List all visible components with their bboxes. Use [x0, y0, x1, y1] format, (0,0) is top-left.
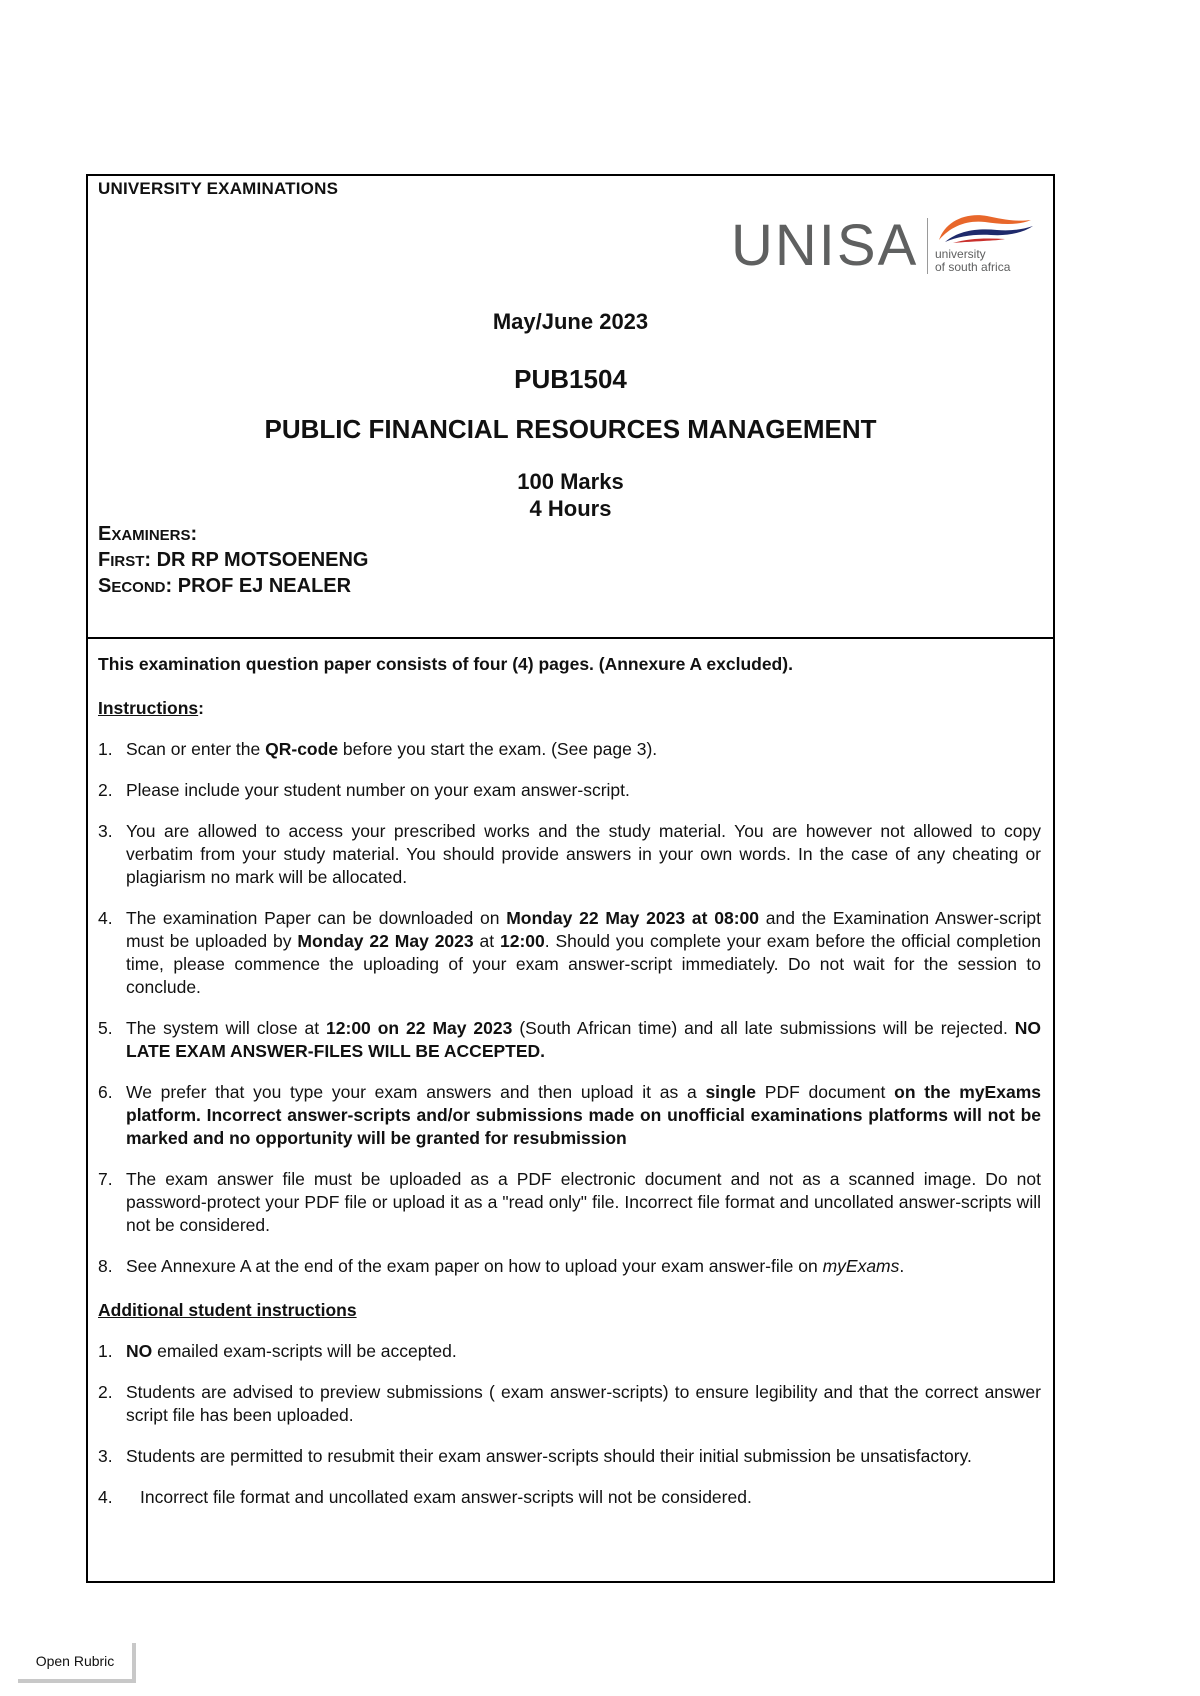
item-bold: NO LATE EXAM ANSWER-FILES WILL BE ACCEPTED.: [126, 1018, 1041, 1061]
item-text: See Annexure A at the end of the exam paper on how to upload your exam answer-file on: [126, 1256, 823, 1276]
module-title: PUBLIC FINANCIAL RESOURCES MANAGEMENT: [264, 414, 877, 444]
item-bold: Monday 22 May 2023: [297, 931, 474, 951]
item-text: Incorrect file format and uncollated exam answer-scripts will not be considered.: [140, 1487, 752, 1507]
exam-duration: 4 Hours: [529, 496, 612, 521]
logo-divider: [927, 218, 928, 274]
additional-item: [98, 1486, 1041, 1509]
item-text: Students are advised to preview submissions ( exam answer-scripts) to ensure legibility and that the correct answer script file has been uploaded.: [126, 1382, 1041, 1425]
first-label-rest: IRST: [110, 553, 145, 570]
item-number: 7.: [98, 1169, 113, 1189]
instruction-item: [98, 1168, 1041, 1237]
item-text: The system will close at: [126, 1018, 327, 1038]
examiners-label-colon: :: [190, 523, 198, 545]
item-text: We prefer that you type your exam answers and then upload it as a: [126, 1082, 706, 1102]
item-italic: myExams: [822, 1256, 900, 1276]
item-number: 1.: [98, 739, 113, 759]
additional-item: [98, 1381, 1041, 1427]
item-number: 3.: [98, 1446, 113, 1466]
item-text: (South African time) and all late submissions will be rejected.: [512, 1018, 1015, 1038]
first-examiner-name: : DR RP MOTSOENENG: [144, 549, 369, 571]
item-number: 1.: [98, 1341, 113, 1361]
item-number: 4.: [98, 908, 113, 928]
total-marks: 100 Marks: [517, 469, 624, 494]
item-text: .: [899, 1256, 905, 1276]
item-text: The exam answer file must be uploaded as a PDF electronic document and not as a scanned image. Do not password-protect your PDF file or upload it as a "read only" file. Incorrect file format and uncollated answer-scripts will not be considered.: [126, 1169, 1041, 1235]
exam-instructions-box: [86, 637, 1055, 1583]
item-number: 5.: [98, 1018, 113, 1038]
item-text: PDF document: [756, 1082, 895, 1102]
item-text: before you start the exam. (See page 3).: [338, 739, 658, 759]
instructions-heading-colon: :: [198, 698, 204, 718]
item-bold: Monday 22 May 2023 at 08:00: [506, 908, 759, 928]
logo-swoosh-icon: [935, 210, 1035, 246]
item-text: Scan or enter the: [126, 739, 266, 759]
instruction-item: [98, 738, 1041, 761]
unisa-logo: [731, 210, 1041, 282]
item-number: 2.: [98, 780, 113, 800]
instructions-content: [98, 653, 1041, 1509]
additional-instructions-heading: Additional student instructions: [98, 1300, 357, 1320]
first-examiner: [98, 549, 368, 572]
exam-cover-header: [86, 174, 1055, 639]
instructions-heading-text: Instructions: [98, 698, 199, 718]
additional-item: [98, 1445, 1041, 1468]
logo-wordmark: UNISA: [731, 213, 919, 278]
item-bold: QR-code: [265, 739, 339, 759]
item-bold: 12:00 on 22 May 2023: [326, 1018, 513, 1038]
instruction-item: [98, 779, 1041, 802]
instruction-item: [98, 820, 1041, 889]
item-number: 6.: [98, 1082, 113, 1102]
logo-tagline-line1: university: [935, 247, 986, 261]
page-count-statement: This examination question paper consists of four (4) pages. (Annexure A excluded).: [98, 654, 793, 674]
examiners-label: [98, 523, 197, 546]
item-number: 2.: [98, 1382, 113, 1402]
additional-instructions-list: [98, 1340, 1041, 1509]
examiners-label-initial: E: [98, 523, 112, 545]
item-number: 3.: [98, 821, 113, 841]
second-examiner-name: : PROF EJ NEALER: [165, 575, 352, 597]
second-examiner: [98, 575, 351, 598]
instruction-item: [98, 1081, 1041, 1150]
module-code: PUB1504: [514, 364, 627, 394]
additional-item: [98, 1340, 1041, 1363]
item-bold: single: [705, 1082, 757, 1102]
instruction-item: [98, 1017, 1041, 1063]
item-bold: 12:00: [500, 931, 545, 951]
item-bold: on the myExams platform. Incorrect answer-scripts and/or submissions made on unofficial examinations platforms will not be marked and no opportunity will be granted for resubmission: [126, 1082, 1041, 1148]
item-text: emailed exam-scripts will be accepted.: [152, 1341, 457, 1361]
exam-session: May/June 2023: [492, 309, 649, 334]
item-number: 8.: [98, 1256, 113, 1276]
item-text: and the Examination Answer-script must be uploaded by: [126, 908, 1041, 951]
item-text: Students are permitted to resubmit their exam answer-scripts should their initial submission be unsatisfactory.: [126, 1446, 972, 1466]
item-text: Please include your student number on your exam answer-script.: [126, 780, 630, 800]
instructions-list: [98, 738, 1041, 1278]
instructions-heading: [98, 697, 1041, 720]
university-examinations-label: UNIVERSITY EXAMINATIONS: [98, 179, 339, 198]
item-text: You are allowed to access your prescribed works and the study material. You are however not allowed to copy verbatim from your study material. You should provide answers in your own words. In the case of any cheating or plagiarism no mark will be allocated.: [126, 821, 1041, 887]
second-label-rest: ECOND: [111, 579, 166, 596]
instruction-item: [98, 1255, 1041, 1278]
item-bold: NO: [126, 1341, 153, 1361]
examiners-label-rest: XAMINERS: [111, 527, 191, 544]
logo-tagline-line2: of south africa: [935, 260, 1011, 274]
instruction-item: [98, 907, 1041, 999]
second-label-initial: S: [98, 575, 112, 597]
item-text: The examination Paper can be downloaded on: [126, 908, 507, 928]
item-number: 4.: [98, 1487, 113, 1507]
item-text: at: [473, 931, 500, 951]
item-text: . Should you complete your exam before the official completion time, please commence the uploading of your exam answer-script immediately. Do not wait for the session to conclude.: [126, 931, 1041, 997]
first-label-initial: F: [98, 549, 111, 571]
open-rubric-button[interactable]: Open Rubric: [18, 1643, 136, 1683]
